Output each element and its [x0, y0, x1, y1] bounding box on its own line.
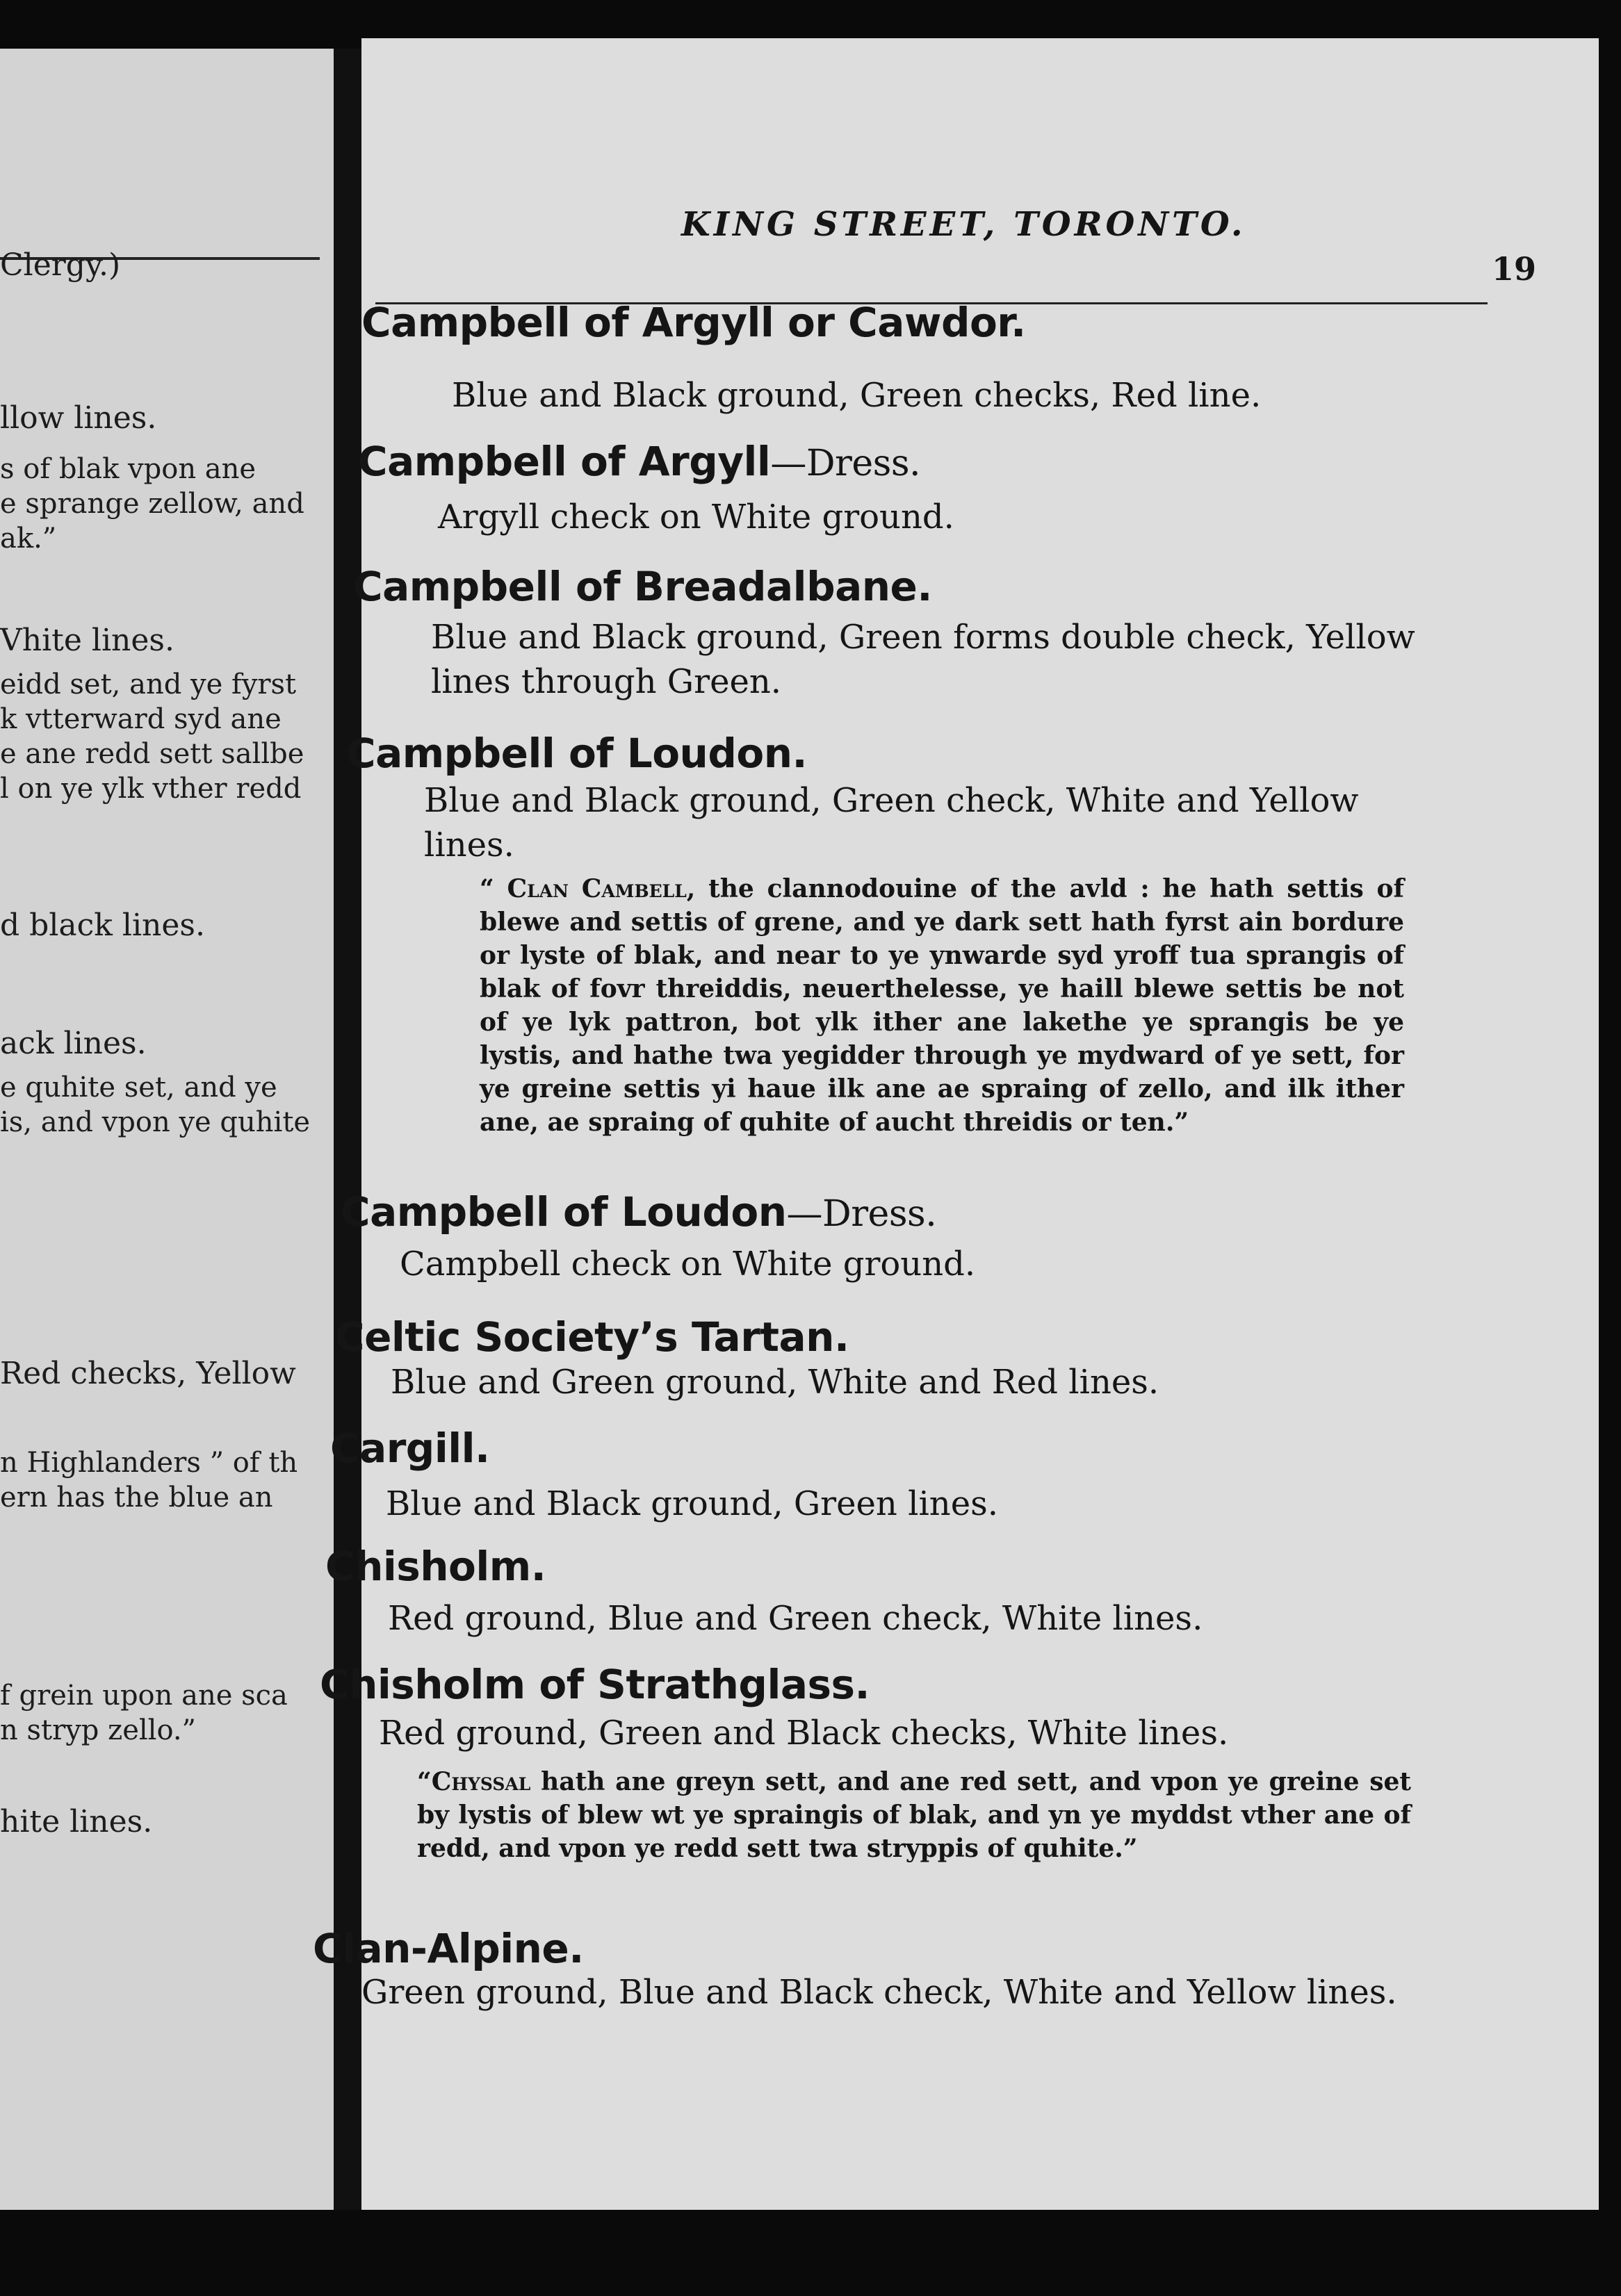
- left-page-line: k vtterward syd ane: [0, 703, 282, 735]
- left-page-line: Vhite lines.: [0, 623, 174, 658]
- entry-title: Chisholm of Strathglass.: [320, 1661, 870, 1708]
- entry-description: Green ground, Blue and Black check, White and Yellow lines.: [361, 1973, 1397, 2012]
- left-page-line: f grein upon ane sca: [0, 1680, 288, 1712]
- quotation-clan-cambell: “ Clan Cambell, the clannodouine of the avld : he hath settis of blewe and settis of grene, and ye dark sett hath fyrst ain bordure or lyste of blak, and near to ye ynwarde syd yroff tua sprangis of blak of fovr threiddis, neuerthelesse, ye haill blewe settis be not of ye lyk pattron, bot ylk ither ane lakethe ye sprangis be ye lystis, and hathe twa yegidder through ye mydward of ye sett, for ye greine settis yi haue ilk ane ae spraing of zello, and ilk ither ane, ae spraing of quhite of aucht threidis or ten.”: [480, 874, 1404, 1137]
- left-page-line: is, and vpon ye quhite: [0, 1106, 311, 1138]
- left-page-line: d black lines.: [0, 908, 206, 943]
- page-number: 19: [1491, 250, 1536, 288]
- left-page-line: Red checks, Yellow: [0, 1356, 296, 1391]
- entry-title: Campbell of Loudon.: [346, 730, 808, 777]
- running-head: KING STREET, TORONTO.: [681, 205, 1246, 244]
- left-page-line: Clergy.): [0, 247, 121, 283]
- entry-description: Red ground, Green and Black checks, White lines.: [379, 1714, 1229, 1753]
- entry-description: Blue and Green ground, White and Red lines.: [391, 1363, 1159, 1402]
- left-page-line: e sprange zellow, and: [0, 488, 304, 520]
- entry-description: Blue and Black ground, Green check, White and Yellow lines.: [424, 781, 1359, 864]
- quotation-chyssal: “Chyssal hath ane greyn sett, and ane red sett, and vpon ye greine set by lystis of blew wt ye spraingis of blak, and yn ye myddst vther ane of redd, and vpon ye redd sett twa stryppis of quhite.”: [417, 1767, 1411, 1863]
- left-page-line: eidd set, and ye fyrst: [0, 669, 297, 700]
- entry-title: Campbell of Breadalbane.: [353, 563, 932, 610]
- left-page-line: ern has the blue an: [0, 1482, 273, 1514]
- left-page-line: n stryp zello.”: [0, 1714, 196, 1746]
- entry-title: Campbell of Argyll or Cawdor.: [361, 299, 1026, 346]
- book-gutter: [334, 49, 361, 2210]
- left-page-line: e ane redd sett sallbe: [0, 738, 304, 770]
- left-page-line: llow lines.: [0, 400, 157, 436]
- entry-title: Campbell of Argyll—Dress.: [358, 438, 921, 485]
- entry-title: Celtic Society’s Tartan.: [335, 1313, 849, 1361]
- entry-description: Blue and Black ground, Green checks, Red line.: [452, 376, 1262, 415]
- left-page-line: e quhite set, and ye: [0, 1072, 277, 1104]
- entry-description: Blue and Black ground, Green forms double check, Yellow lines through Green.: [431, 618, 1415, 701]
- entry-title: Clan-Alpine.: [313, 1925, 584, 1972]
- left-page: [0, 49, 334, 2210]
- entry-description: Argyll check on White ground.: [438, 498, 954, 536]
- entry-title: Campbell of Loudon—Dress.: [341, 1188, 937, 1236]
- entry-title: Chisholm.: [325, 1543, 546, 1590]
- entry-description: Campbell check on White ground.: [400, 1245, 976, 1284]
- left-page-line: l on ye ylk vther redd: [0, 773, 302, 805]
- entry-description: Blue and Black ground, Green lines.: [386, 1484, 999, 1523]
- tartan-entries: [313, 38, 1599, 2210]
- left-page-line: hite lines.: [0, 1804, 153, 1839]
- entry-title: Cargill.: [330, 1425, 490, 1472]
- right-page: [313, 38, 1599, 2210]
- left-page-line: n Highlanders ” of th: [0, 1447, 298, 1479]
- entry-description: Red ground, Blue and Green check, White lines.: [388, 1599, 1203, 1638]
- left-page-line: ack lines.: [0, 1026, 147, 1061]
- left-page-line: s of blak vpon ane: [0, 453, 256, 485]
- left-page-line: ak.”: [0, 523, 57, 555]
